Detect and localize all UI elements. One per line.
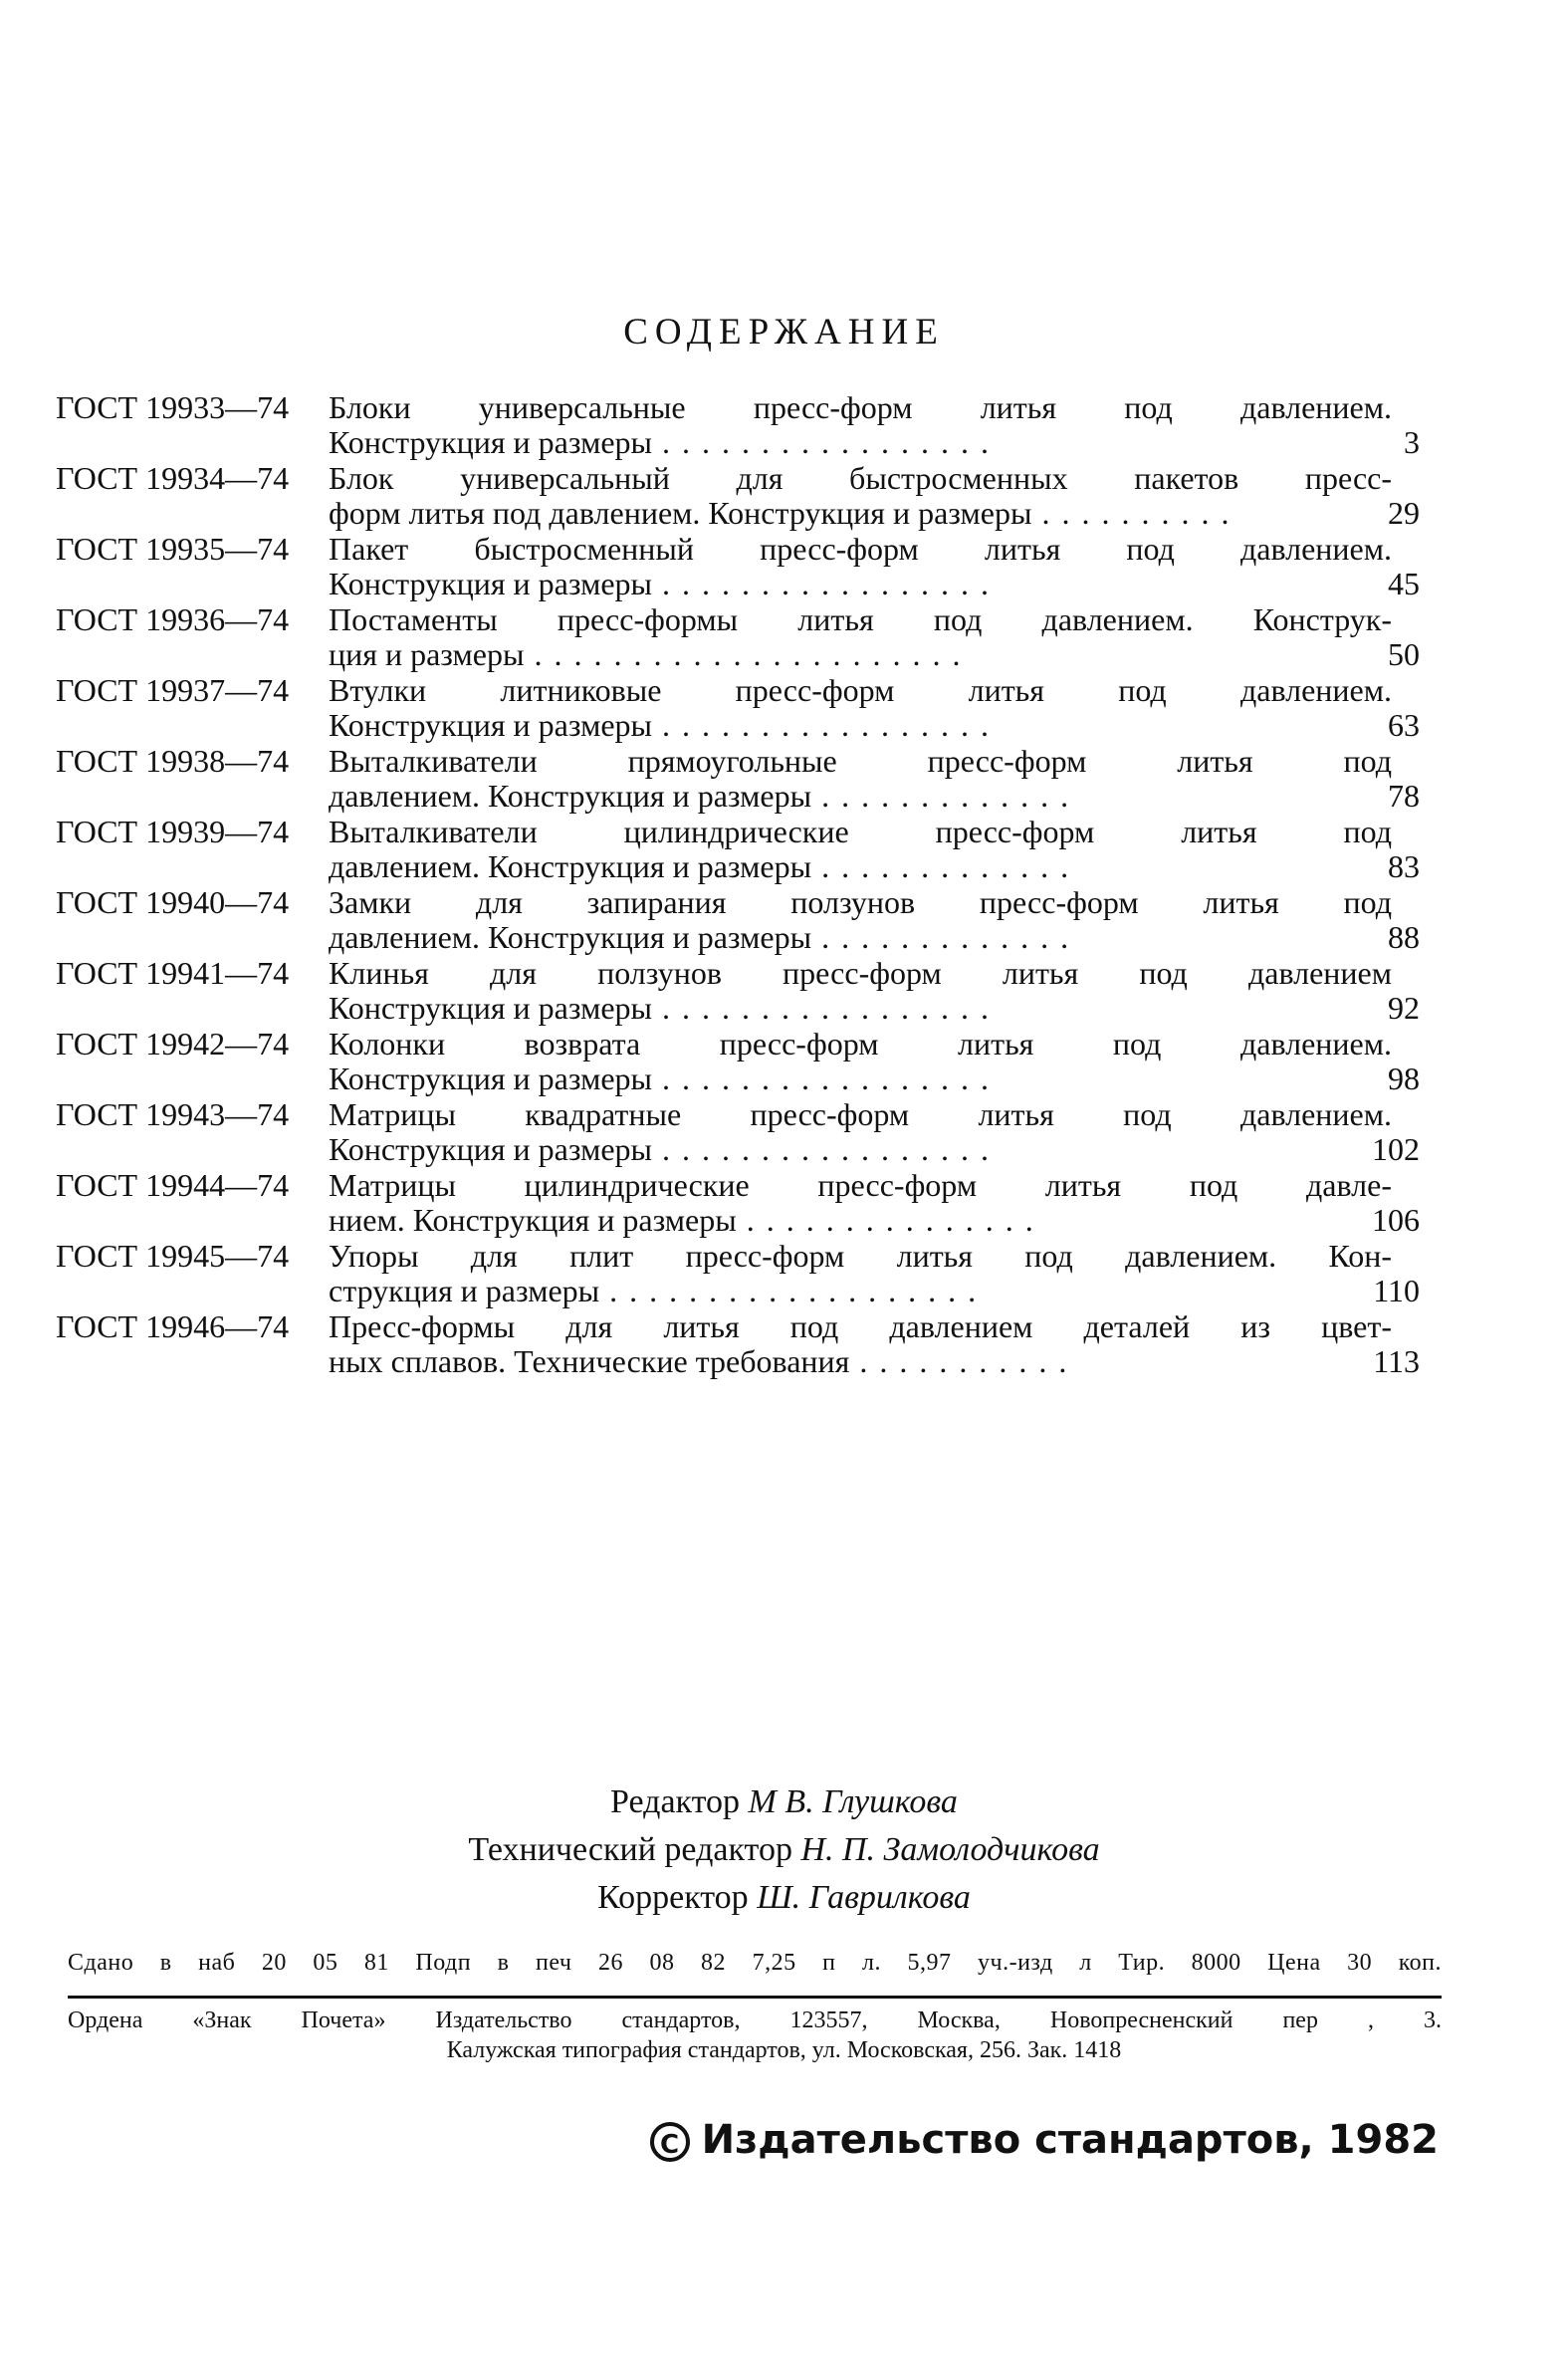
- gost-code: ГОСТ 19944—74: [56, 1167, 290, 1203]
- gost-code: ГОСТ 19934—74: [56, 460, 290, 496]
- gost-code: ГОСТ 19942—74: [56, 1026, 290, 1062]
- entry-title-line2: [329, 1132, 1354, 1167]
- entry-title-line2: [329, 425, 1354, 460]
- toc-entry: [56, 1168, 1420, 1239]
- page-title: СОДЕРЖАНИЕ: [623, 312, 945, 353]
- entry-title-continuation: струкция и размеры: [329, 1274, 600, 1308]
- credit-name: М В. Глушкова: [748, 1783, 958, 1820]
- entry-title-line1: Клинья для ползунов пресс-форм литья под давлением: [329, 955, 1392, 991]
- page-number: 113: [1373, 1343, 1420, 1379]
- entry-title-continuation: Конструкция и размеры: [329, 708, 653, 743]
- copyright-notice: [650, 2117, 1439, 2163]
- divider: [68, 1996, 1442, 1999]
- dot-leader: . . . . . . . . . . .: [849, 1344, 1069, 1379]
- page-number: 102: [1372, 1131, 1420, 1167]
- page-number: 88: [1388, 919, 1420, 955]
- gost-code: ГОСТ 19940—74: [56, 884, 290, 920]
- page-number: 110: [1373, 1273, 1420, 1308]
- dot-leader: . . . . . . . . . . . . . . . . .: [652, 708, 992, 743]
- dot-leader: . . . . . . . . . . . . . . . . .: [652, 991, 992, 1026]
- gost-code: ГОСТ 19935—74: [56, 531, 290, 567]
- toc-entry: [56, 815, 1420, 885]
- entry-title-line1: Пакет быстросменный пресс-форм литья под давлением.: [329, 531, 1392, 567]
- entry-title-line1: Блоки универсальные пресс-форм литья под давлением.: [329, 389, 1392, 425]
- page-number: 78: [1388, 778, 1420, 814]
- entry-title-line1: Пресс-формы для литья под давлением деталей из цвет-: [329, 1308, 1392, 1344]
- entry-title-line1: Выталкиватели прямоугольные пресс-форм литья под: [329, 743, 1392, 779]
- entry-title-continuation: Конструкция и размеры: [329, 991, 653, 1026]
- page-number: 45: [1388, 566, 1420, 601]
- dot-leader: . . . . . . . . . .: [1031, 496, 1232, 531]
- toc-entry: [56, 602, 1420, 673]
- gost-code: ГОСТ 19939—74: [56, 814, 290, 849]
- imprint-line: Сдано в наб 20 05 81 Подп в печ 26 08 82 7,25 п л. 5,97 уч.-изд л Тир. 8000 Цена 30 коп.: [68, 1950, 1442, 1976]
- entry-title-line2: [329, 849, 1354, 884]
- dot-leader: . . . . . . . . . . . . . . . . .: [652, 567, 992, 601]
- entry-title-continuation: Конструкция и размеры: [329, 425, 653, 460]
- toc-entry: [56, 1097, 1420, 1168]
- entry-title-line2: [329, 496, 1354, 531]
- dot-leader: . . . . . . . . . . . . . . . . .: [652, 1062, 992, 1096]
- entry-title-line2: [329, 1203, 1354, 1238]
- page-number: 50: [1388, 636, 1420, 672]
- gost-code: ГОСТ 19933—74: [56, 389, 290, 425]
- entry-title-line1: Замки для запирания ползунов пресс-форм литья под: [329, 884, 1392, 920]
- credits: [0, 1778, 1568, 1922]
- gost-code: ГОСТ 19946—74: [56, 1308, 290, 1344]
- page-number: 92: [1388, 990, 1420, 1026]
- entry-title-line2: [329, 1344, 1354, 1379]
- entry-title-line2: [329, 708, 1354, 743]
- credit-line: [0, 1826, 1568, 1874]
- dot-leader: . . . . . . . . . . . . . . . . . . .: [599, 1274, 979, 1308]
- page-number: 106: [1372, 1202, 1420, 1238]
- entry-title-line2: [329, 567, 1354, 601]
- page-number: 3: [1404, 424, 1420, 460]
- gost-code: ГОСТ 19938—74: [56, 743, 290, 779]
- toc-entry: [56, 1239, 1420, 1309]
- toc-entry: [56, 1309, 1420, 1380]
- entry-title-line1: Постаменты пресс-формы литья под давлением. Конструк-: [329, 601, 1392, 637]
- entry-title-line2: [329, 779, 1354, 814]
- toc-entry: [56, 744, 1420, 815]
- entry-title-continuation: давлением. Конструкция и размеры: [329, 779, 812, 814]
- entry-title-continuation: форм литья под давлением. Конструкция и размеры: [329, 496, 1032, 531]
- entry-title-line1: Блок универсальный для быстросменных пакетов пресс-: [329, 460, 1392, 496]
- gost-code: ГОСТ 19937—74: [56, 672, 290, 708]
- gost-code: ГОСТ 19936—74: [56, 601, 290, 637]
- dot-leader: . . . . . . . . . . . . . . . . . . . . . .: [524, 637, 963, 672]
- toc-entry: [56, 532, 1420, 602]
- publisher-address: Ордена «Знак Почета» Издательство стандартов, 123557, Москва, Новопресненский пер , 3.: [68, 2007, 1442, 2033]
- page-number: 83: [1388, 848, 1420, 884]
- dot-leader: . . . . . . . . . . . . .: [811, 920, 1071, 955]
- entry-title-continuation: нием. Конструкция и размеры: [329, 1203, 737, 1238]
- gost-code: ГОСТ 19943—74: [56, 1096, 290, 1132]
- page-number: 29: [1388, 495, 1420, 531]
- entry-title-line2: [329, 1062, 1354, 1096]
- credit-role: Технический редактор: [468, 1831, 792, 1868]
- entry-title-line2: [329, 991, 1354, 1026]
- dot-leader: . . . . . . . . . . . . . . . . .: [652, 1132, 992, 1167]
- dot-leader: . . . . . . . . . . . . . . . . .: [652, 425, 992, 460]
- entry-title-continuation: Конструкция и размеры: [329, 567, 653, 601]
- toc-entry: [56, 885, 1420, 956]
- toc-entry: [56, 1027, 1420, 1097]
- copyright-text: Издательство стандартов, 1982: [701, 2117, 1439, 2163]
- entry-title-continuation: давлением. Конструкция и размеры: [329, 849, 812, 884]
- credit-role: Корректор: [597, 1879, 749, 1916]
- toc-entry: [56, 461, 1420, 532]
- table-of-contents: [56, 390, 1420, 1380]
- printer-address: Калужская типография стандартов, ул. Московская, 256. Зак. 1418: [446, 2037, 1122, 2063]
- entry-title-line1: Упоры для плит пресс-форм литья под давлением. Кон-: [329, 1238, 1392, 1274]
- entry-title-line1: Матрицы квадратные пресс-форм литья под давлением.: [329, 1096, 1392, 1132]
- credit-name: Ш. Гаврилкова: [757, 1879, 971, 1916]
- entry-title-continuation: давлением. Конструкция и размеры: [329, 920, 812, 955]
- copyright-icon: C: [650, 2122, 690, 2162]
- page-number: 63: [1388, 707, 1420, 743]
- dot-leader: . . . . . . . . . . . . .: [811, 779, 1071, 814]
- credit-line: [0, 1778, 1568, 1826]
- toc-entry: [56, 673, 1420, 744]
- credit-role: Редактор: [610, 1783, 741, 1820]
- credit-line: [0, 1874, 1568, 1922]
- entry-title-continuation: Конструкция и размеры: [329, 1062, 653, 1096]
- entry-title-line2: [329, 637, 1354, 672]
- entry-title-continuation: Конструкция и размеры: [329, 1132, 653, 1167]
- credit-name: Н. П. Замолодчикова: [800, 1831, 1100, 1868]
- entry-title-line1: Втулки литниковые пресс-форм литья под давлением.: [329, 672, 1392, 708]
- entry-title-line1: Колонки возврата пресс-форм литья под давлением.: [329, 1026, 1392, 1062]
- entry-title-line1: Матрицы цилиндрические пресс-форм литья под давле-: [329, 1167, 1392, 1203]
- toc-entry: [56, 956, 1420, 1027]
- dot-leader: . . . . . . . . . . . . .: [811, 849, 1071, 884]
- dot-leader: . . . . . . . . . . . . . . .: [736, 1203, 1035, 1238]
- entry-title-line2: [329, 1274, 1354, 1308]
- entry-title-line1: Выталкиватели цилиндрические пресс-форм литья под: [329, 814, 1392, 849]
- entry-title-line2: [329, 920, 1354, 955]
- page-number: 98: [1388, 1061, 1420, 1096]
- toc-entry: [56, 390, 1420, 461]
- gost-code: ГОСТ 19941—74: [56, 955, 290, 991]
- entry-title-continuation: ция и размеры: [329, 637, 525, 672]
- entry-title-continuation: ных сплавов. Технические требования: [329, 1344, 850, 1379]
- gost-code: ГОСТ 19945—74: [56, 1238, 290, 1274]
